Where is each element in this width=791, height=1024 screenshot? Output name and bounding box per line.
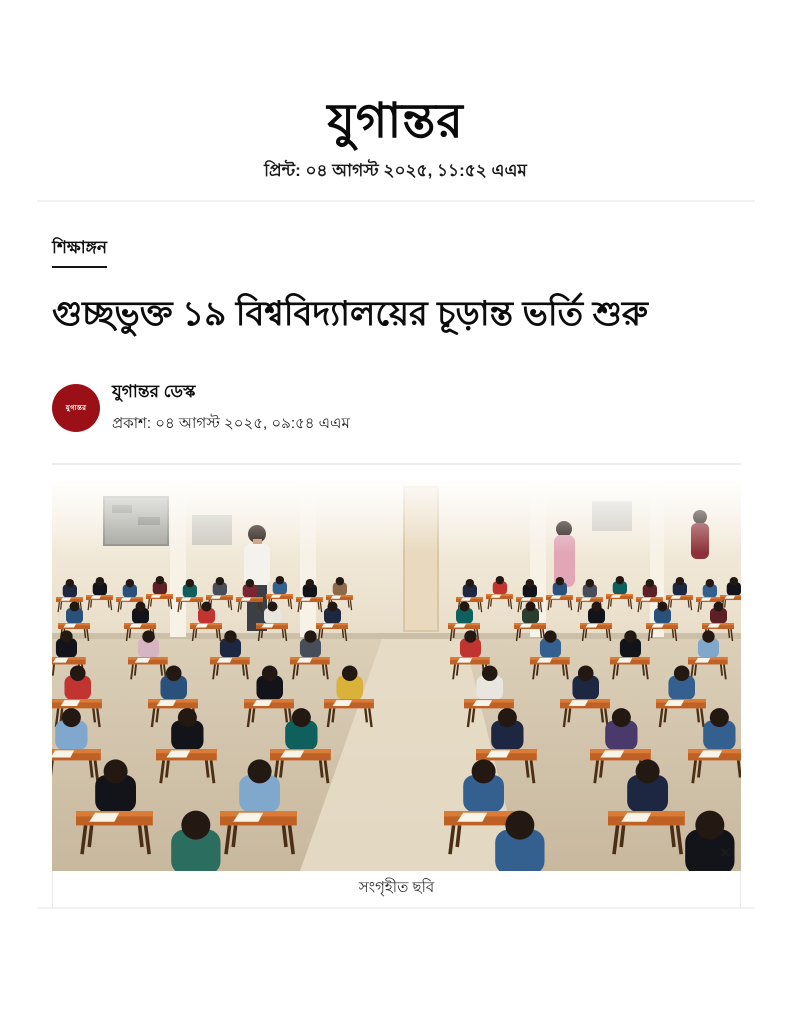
byline-text [112, 379, 350, 437]
close-icon[interactable]: × [719, 842, 731, 864]
jugantor-logo: যুগান্তর [327, 95, 464, 148]
byline [52, 379, 741, 437]
article-figure [52, 463, 741, 907]
author-name: যুগান্তর ডেস্ক [112, 381, 196, 401]
article-content [37, 202, 755, 907]
photo-caption: সংগৃহীত ছবি [52, 871, 741, 907]
author-avatar [52, 384, 100, 432]
article-photo [52, 481, 741, 871]
category-link[interactable]: শিক্ষাঙ্গন [52, 235, 107, 268]
article-headline: গুচ্ছভুক্ত ১৯ বিশ্ববিদ্যালয়ের চূড়ান্ত ভর্তি শুরু [52, 295, 648, 334]
masthead [0, 0, 791, 186]
exam-hall-photo-art [52, 481, 741, 871]
figure-bottom-divider [37, 907, 755, 909]
avatar-logo-text: যুগান্তর [65, 404, 87, 412]
publish-timestamp: প্রকাশ: ০৪ আগস্ট ২০২৫, ০৯:৫৪ এএম [112, 414, 350, 432]
print-timestamp: প্রিন্ট: ০৪ আগস্ট ২০২৫, ১১:৫২ এএম [264, 161, 527, 181]
